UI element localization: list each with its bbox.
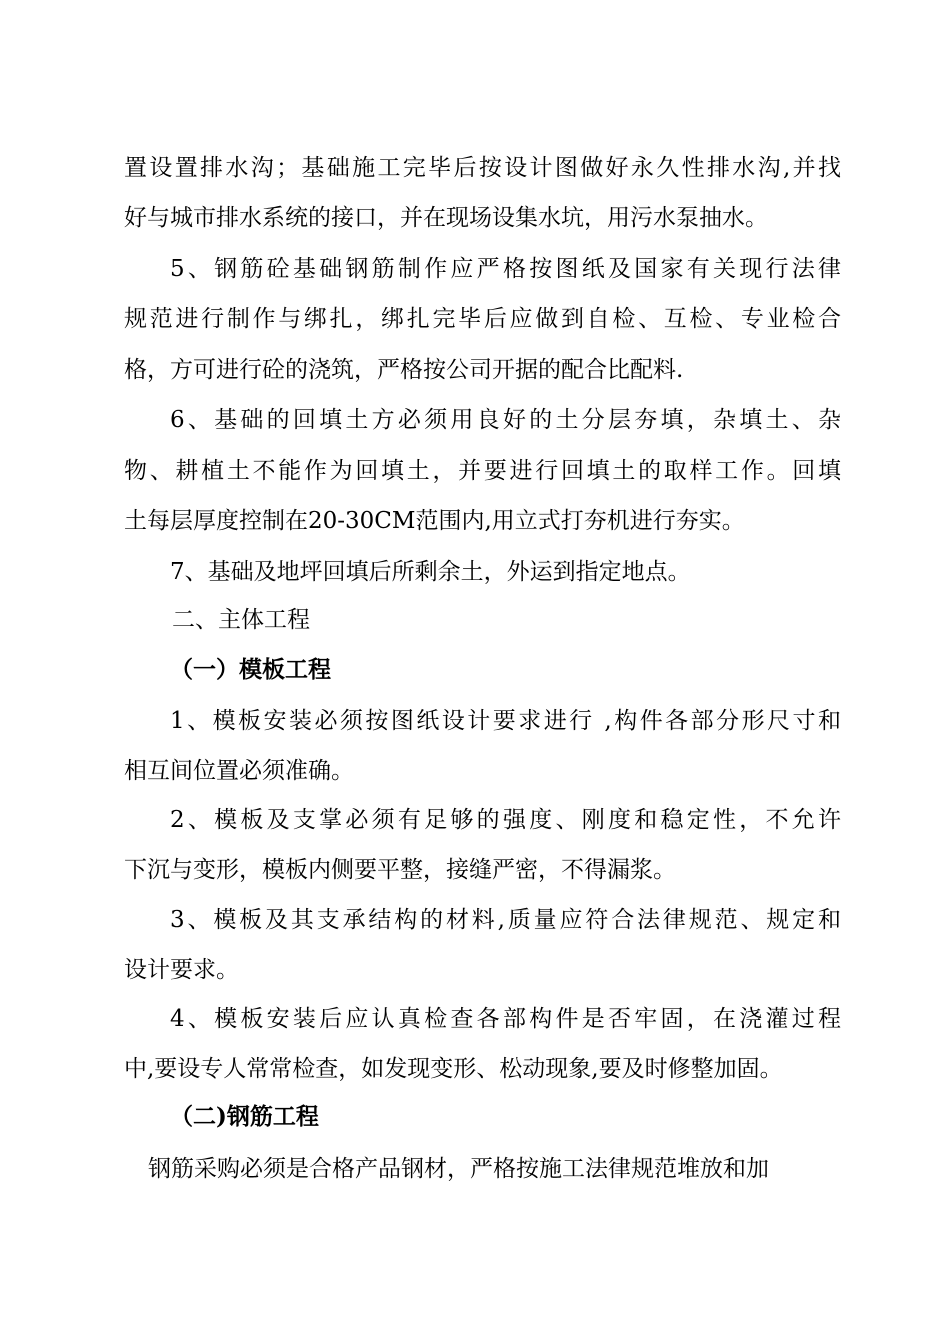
paragraph-line-6: 6、基础的回填土方必须用良好的土分层夯填，杂填土、杂 bbox=[170, 407, 841, 433]
paragraph-line-14: 3、模板及其支承结构的材料,质量应符合法律规范、规定和 bbox=[170, 907, 841, 933]
paragraph-line-18: 钢筋采购必须是合格产品钢材，严格按施工法律规范堆放和加 bbox=[148, 1156, 769, 1182]
paragraph-line-17: 中,要设专人常常检查，如发现变形、松动现象,要及时修整加固。 bbox=[124, 1056, 783, 1082]
paragraph-line-7: 物、耕植土不能作为回填土，并要进行回填土的取样工作。回填 bbox=[124, 458, 841, 484]
paragraph-line-12: 2、模板及支掌必须有足够的强度、刚度和稳定性，不允许 bbox=[170, 807, 841, 833]
paragraph-line-10: 1、模板安装必须按图纸设计要求进行 ,构件各部分形尺寸和 bbox=[170, 708, 841, 734]
paragraph-line-15: 设计要求。 bbox=[124, 957, 239, 983]
paragraph-line-5: 格，方可进行砼的浇筑，严格按公司开据的配合比配料. bbox=[124, 357, 684, 383]
paragraph-line-9: 7、基础及地坪回填后所剩余土，外运到指定地点。 bbox=[170, 559, 691, 585]
paragraph-line-2: 好与城市排水系统的接口，并在现场设集水坑，用污水泵抽水。 bbox=[124, 205, 768, 231]
section-heading-main-works: 二、主体工程 bbox=[172, 607, 310, 633]
subsection-heading-formwork: （一）模板工程 bbox=[170, 656, 331, 683]
paragraph-line-11: 相互间位置必须准确。 bbox=[124, 758, 354, 784]
subsection-heading-rebar: （二)钢筋工程 bbox=[170, 1103, 319, 1130]
paragraph-line-13: 下沉与变形，模板内侧要平整，接缝严密，不得漏浆。 bbox=[124, 857, 676, 883]
paragraph-line-1: 置设置排水沟；基础施工完毕后按设计图做好永久性排水沟,并找 bbox=[124, 155, 841, 181]
paragraph-line-16: 4、模板安装后应认真检查各部构件是否牢固，在浇灌过程 bbox=[170, 1006, 841, 1032]
paragraph-line-8: 土每层厚度控制在20-30CM范围内,用立式打夯机进行夯实。 bbox=[124, 508, 745, 534]
paragraph-line-4: 规范进行制作与绑扎，绑扎完毕后应做到自检、互检、专业检合 bbox=[124, 306, 841, 332]
paragraph-line-3: 5、钢筋砼基础钢筋制作应严格按图纸及国家有关现行法律 bbox=[170, 256, 841, 282]
